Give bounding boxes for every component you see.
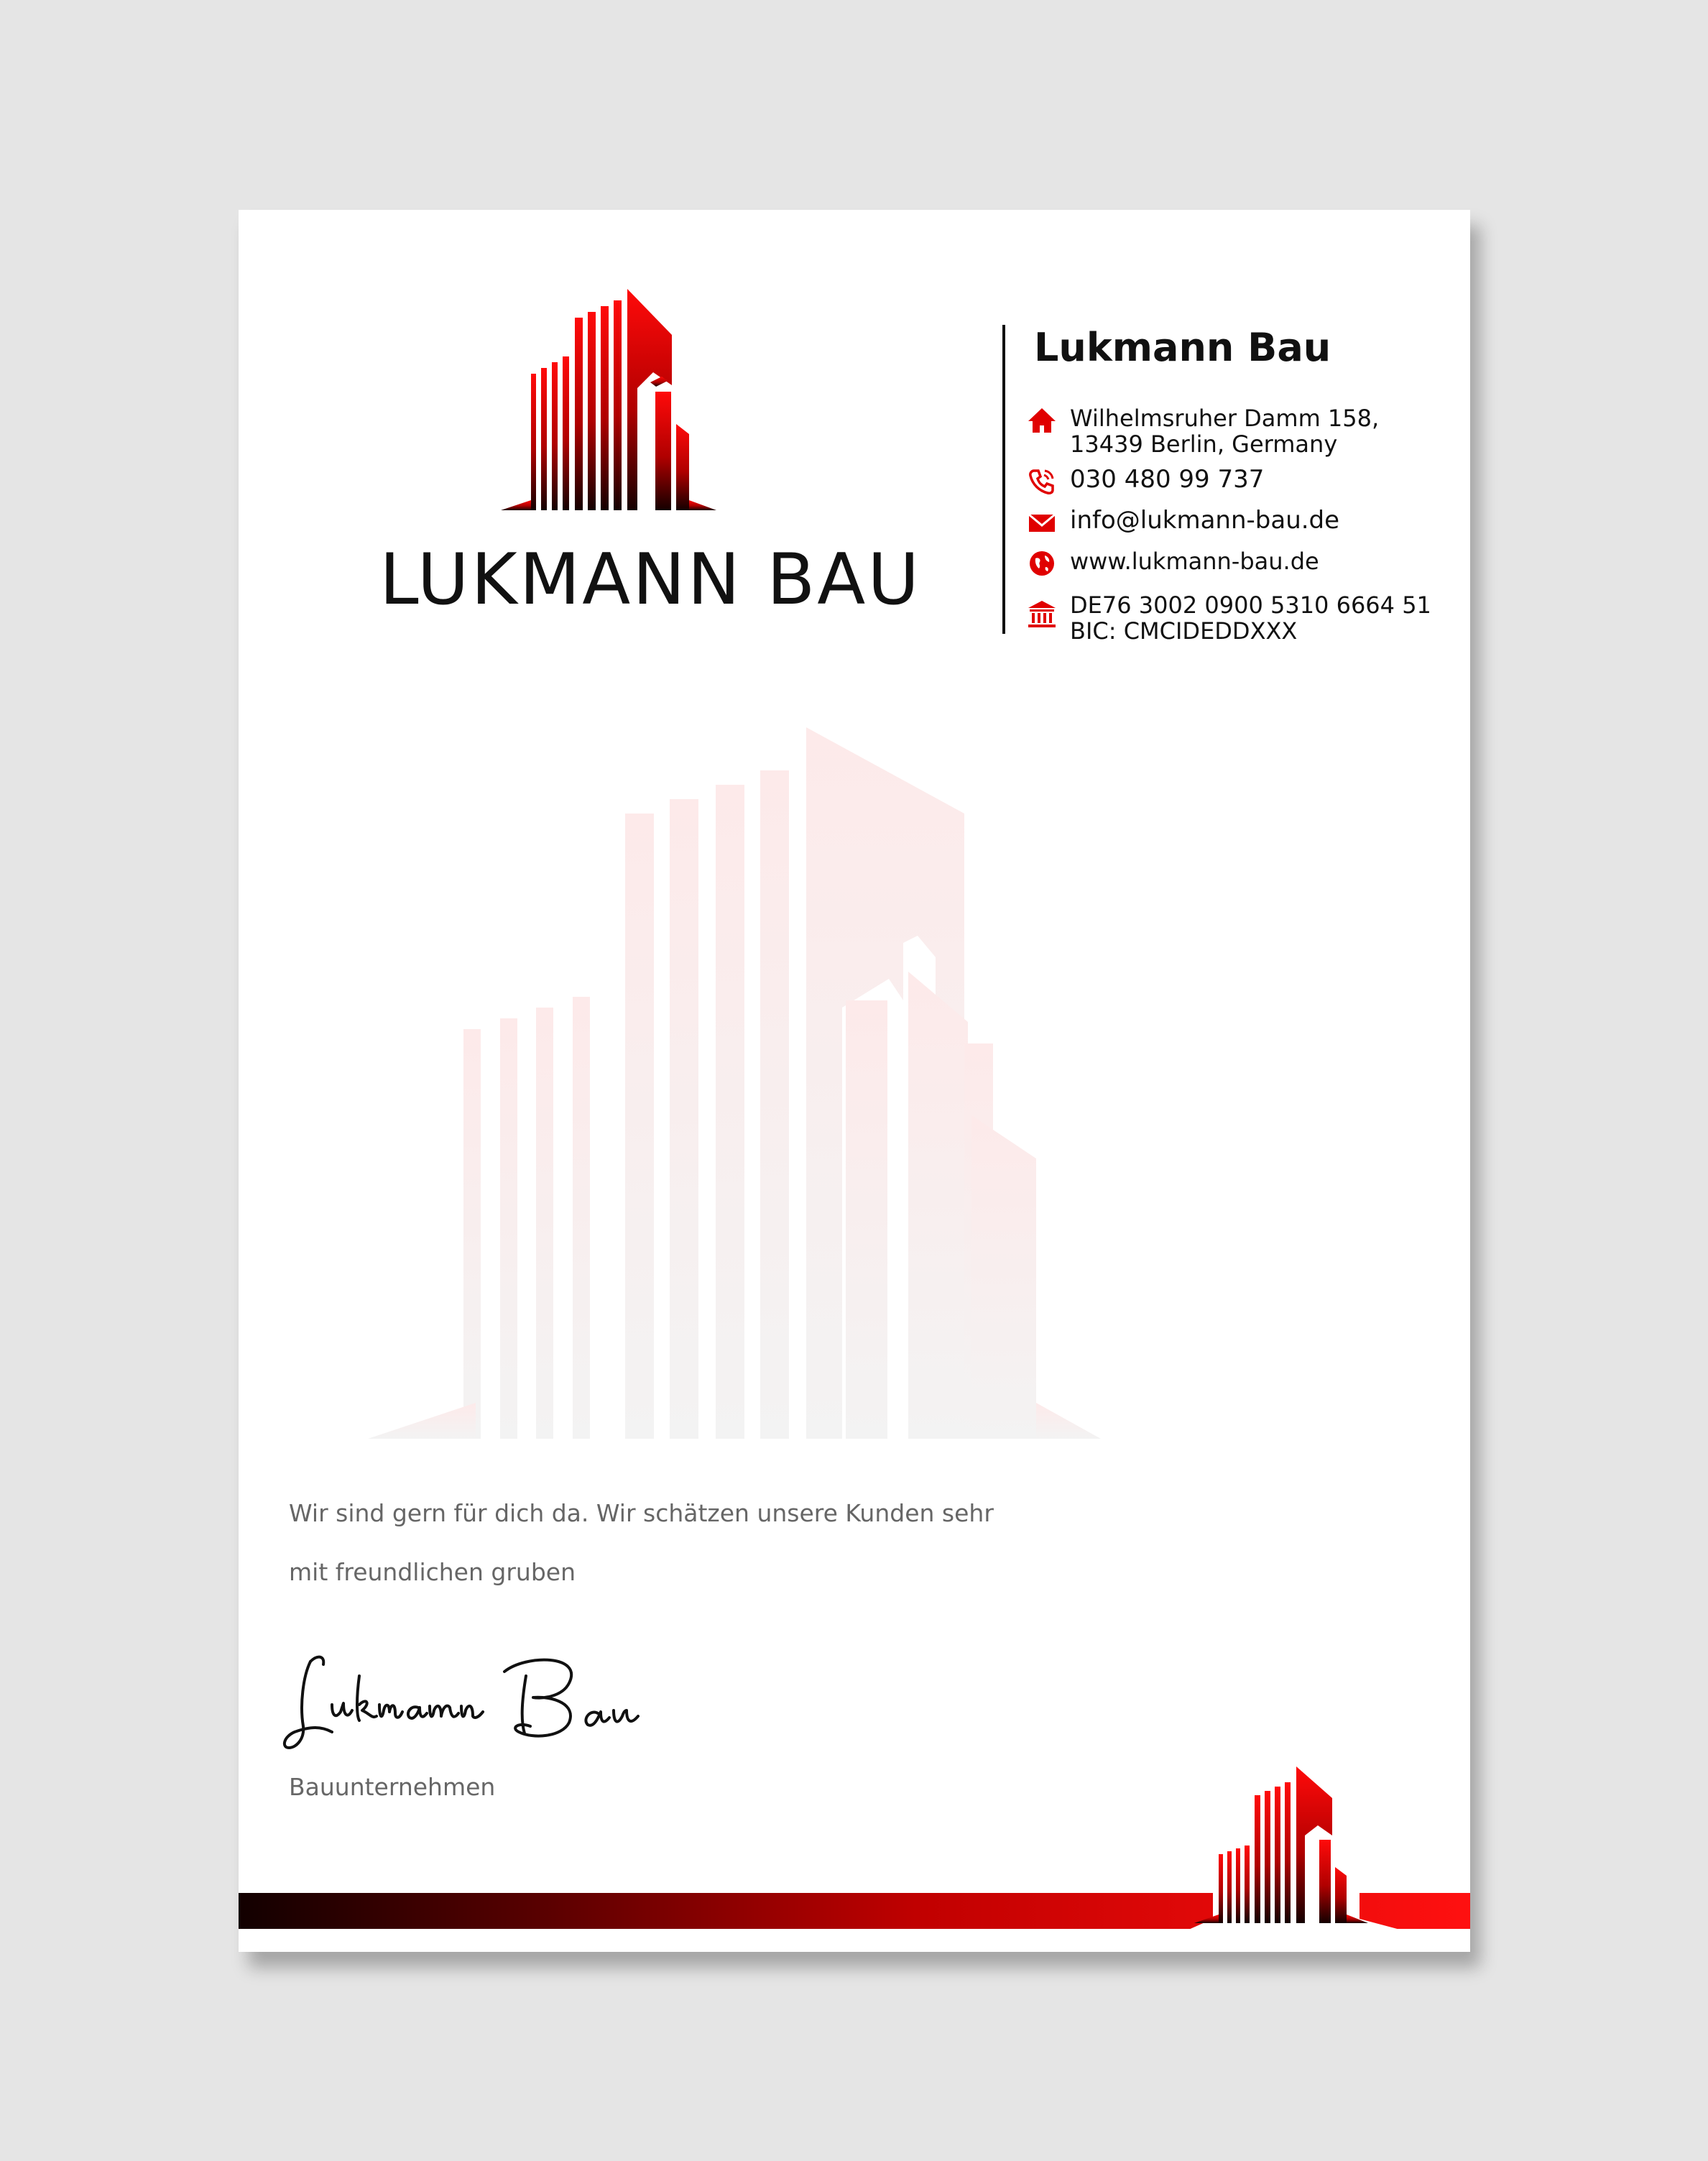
- email-address[interactable]: info@lukmann-bau.de: [1070, 506, 1340, 535]
- letterhead-page: [239, 210, 1470, 1952]
- header-divider: [1002, 325, 1005, 634]
- phone-number[interactable]: 030 480 99 737: [1070, 465, 1265, 494]
- handwritten-signature: [282, 1647, 785, 1762]
- address-line-2: 13439 Berlin, Germany: [1070, 430, 1338, 458]
- brand-wordmark: LUKMANN BAU: [379, 539, 922, 621]
- company-role: Bauunternehmen: [289, 1773, 496, 1801]
- building-watermark-icon: [368, 727, 1324, 1439]
- phone-row: [1025, 466, 1264, 498]
- home-icon: [1025, 404, 1058, 437]
- bank-row: [1025, 592, 1431, 644]
- globe-icon: [1025, 547, 1058, 580]
- mail-icon: [1025, 506, 1058, 539]
- company-name: Lukmann Bau: [1034, 325, 1331, 370]
- iban: DE76 3002 0900 5310 6664 51: [1070, 591, 1431, 619]
- address-row: [1025, 405, 1379, 457]
- letter-line-1: Wir sind gern für dich da. Wir schätzen unsere Kunden sehr: [289, 1499, 994, 1527]
- website-url[interactable]: www.lukmann-bau.de: [1070, 548, 1319, 575]
- bank-icon: [1025, 598, 1058, 631]
- phone-icon: [1025, 465, 1058, 498]
- building-logo-icon: [501, 287, 774, 517]
- website-row: [1025, 548, 1319, 580]
- footer-building-logo-icon: [1187, 1761, 1417, 1933]
- bic: BIC: CMCIDEDDXXX: [1070, 617, 1298, 645]
- letter-line-2: mit freundlichen gruben: [289, 1558, 576, 1586]
- address-line-1: Wilhelmsruher Damm 158,: [1070, 405, 1380, 432]
- email-row: [1025, 507, 1339, 539]
